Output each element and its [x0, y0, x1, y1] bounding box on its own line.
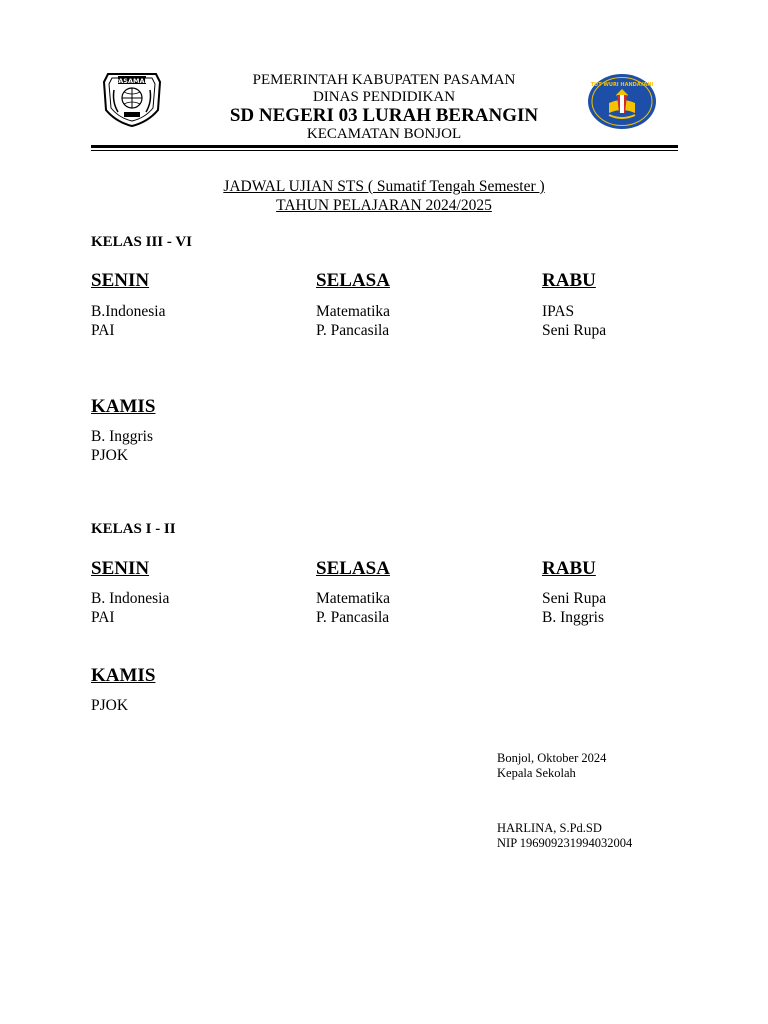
day-heading-rabu: RABU [542, 270, 596, 291]
subject-item: B. Inggris [542, 609, 604, 626]
department-heading: DINAS PENDIDIKAN [312, 89, 456, 105]
subject-item: B. Indonesia [91, 590, 170, 607]
subject-item: Seni Rupa [542, 322, 607, 339]
subject-item: PJOK [91, 447, 129, 464]
day-heading-senin: SENIN [91, 270, 150, 291]
subject-item: B.Indonesia [91, 303, 166, 320]
school-name: SD NEGERI 03 LURAH BERANGIN [229, 105, 539, 126]
class-group-label: KELAS I - II [91, 521, 176, 537]
academic-year: TAHUN PELAJARAN 2024/2025 [276, 197, 492, 214]
subject-item: PJOK [91, 697, 129, 714]
subject-item: IPAS [542, 303, 575, 320]
svg-text:PASAMAN: PASAMAN [114, 77, 150, 85]
letterhead-rule-thick [91, 145, 678, 148]
day-heading-rabu: RABU [542, 558, 596, 579]
subject-item: PAI [91, 609, 115, 626]
subject-item: P. Pancasila [316, 322, 390, 339]
signature-role: Kepala Sekolah [497, 766, 576, 780]
day-heading-selasa: SELASA [316, 270, 390, 291]
signature-place-date: Bonjol, Oktober 2024 [497, 751, 607, 765]
letterhead-rule-thin [91, 150, 678, 151]
subject-item: Matematika [316, 590, 391, 607]
svg-text:TUT WURI HANDAYANI: TUT WURI HANDAYANI [590, 82, 654, 88]
district-name: KECAMATAN BONJOL [306, 126, 462, 142]
subject-item: Seni Rupa [542, 590, 607, 607]
subject-item: B. Inggris [91, 428, 153, 445]
day-heading-selasa: SELASA [316, 558, 390, 579]
subject-item: PAI [91, 322, 115, 339]
day-heading-senin: SENIN [91, 558, 150, 579]
government-heading: PEMERINTAH KABUPATEN PASAMAN [252, 72, 516, 88]
subject-item: P. Pancasila [316, 609, 390, 626]
document-title: JADWAL UJIAN STS ( Sumatif Tengah Semester ) [223, 178, 545, 195]
day-heading-kamis: KAMIS [91, 396, 156, 417]
day-heading-kamis: KAMIS [91, 665, 156, 686]
class-group-label: KELAS III - VI [91, 234, 193, 250]
subject-item: Matematika [316, 303, 391, 320]
signatory-name: HARLINA, S.Pd.SD [497, 821, 602, 835]
signatory-nip: NIP 196909231994032004 [497, 836, 633, 850]
